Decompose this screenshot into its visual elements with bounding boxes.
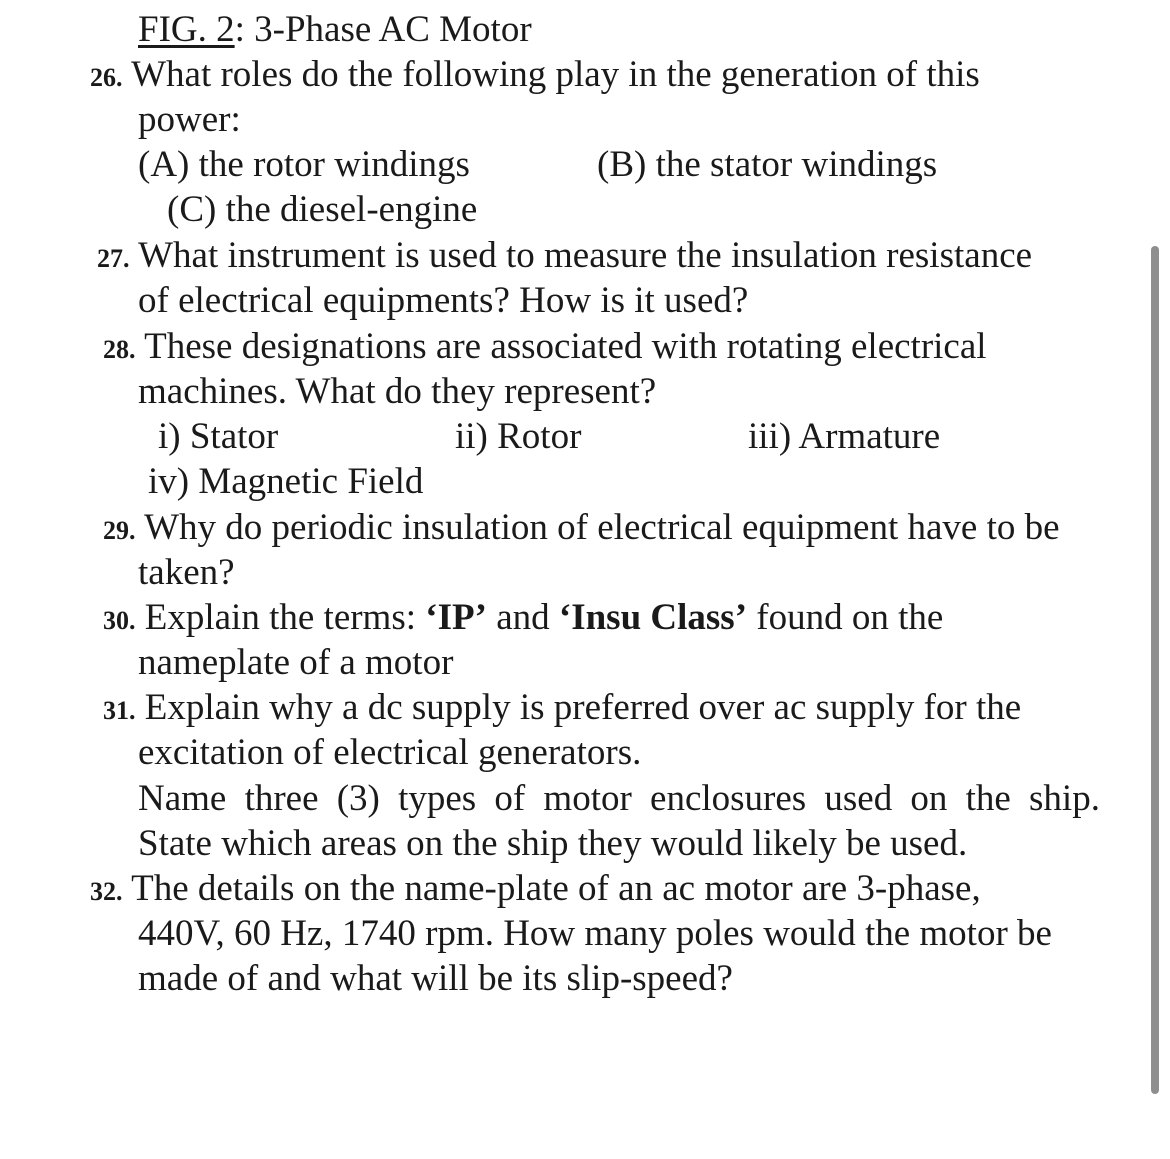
question-26-option-c: (C) the diesel-engine [167,189,478,230]
question-30-line-1 [103,596,943,643]
question-number: 26. [90,63,123,92]
question-28-line-1 [103,325,987,372]
question-28-line-2: machines. What do they represent? [138,371,657,412]
question-26-option-b: (B) the stator windings [597,144,938,185]
question-31-line-2: excitation of electrical generators. [138,732,642,773]
word: enclosures [650,778,807,819]
question-text: What roles do the following play in the generation of this [131,54,980,95]
word: the [965,778,1011,819]
question-30-line-2: nameplate of a motor [138,642,454,683]
term-insu-class: ‘Insu Class’ [558,597,748,638]
question-32-line-2: 440V, 60 Hz, 1740 rpm. How many poles would the motor be [138,913,1052,954]
word: Name [138,778,227,819]
word: ship. [1029,778,1100,819]
question-28-item-i: i) Stator [158,416,279,457]
question-32-line-1 [90,867,981,914]
question-29-line-2: taken? [138,552,235,593]
question-26-line-1 [90,53,980,100]
word: types [398,778,477,819]
question-26-line-2: power: [138,99,241,140]
question-number: 28. [103,335,136,364]
question-number: 30. [103,606,136,635]
question-28-item-iii: iii) Armature [748,416,941,457]
question-31-line-3 [138,777,1100,821]
question-text: The details on the name-plate of an ac motor are 3-phase, [131,868,981,909]
word: used [824,778,893,819]
figure-title: : 3-Phase AC Motor [234,9,532,50]
word: of [494,778,526,819]
question-29-line-1 [103,506,1060,553]
figure-label: FIG. 2 [138,9,235,50]
question-text-pre: Explain the terms: [144,597,426,638]
question-28-item-ii: ii) Rotor [455,416,582,457]
question-number: 31. [103,696,136,725]
question-28-item-iv: iv) Magnetic Field [148,461,424,502]
question-number: 27. [97,244,130,273]
question-number: 32. [90,877,123,906]
question-27-line-2: of electrical equipments? How is it used? [138,280,749,321]
word: (3) [336,778,380,819]
question-27-line-1 [97,234,1032,281]
question-32-line-3: made of and what will be its slip-speed? [138,958,733,999]
figure-caption [138,8,532,52]
word: on [910,778,948,819]
word: three [244,778,319,819]
question-26-option-a: (A) the rotor windings [138,144,470,185]
question-text: These designations are associated with rotating electrical [144,326,987,367]
term-ip: ‘IP’ [425,597,487,638]
vertical-scrollbar[interactable] [1151,246,1159,1094]
question-text: Explain why a dc supply is preferred over ac supply for the [144,687,1022,728]
question-31-line-4: State which areas on the ship they would likely be used. [138,823,968,864]
question-text-post: found on the [747,597,944,638]
question-text: Why do periodic insulation of electrical equipment have to be [144,507,1060,548]
word: motor [543,778,632,819]
question-text-mid: and [486,597,559,638]
question-number: 29. [103,516,136,545]
question-text: What instrument is used to measure the insulation resistance [138,235,1033,276]
question-31-line-1 [103,686,1021,733]
